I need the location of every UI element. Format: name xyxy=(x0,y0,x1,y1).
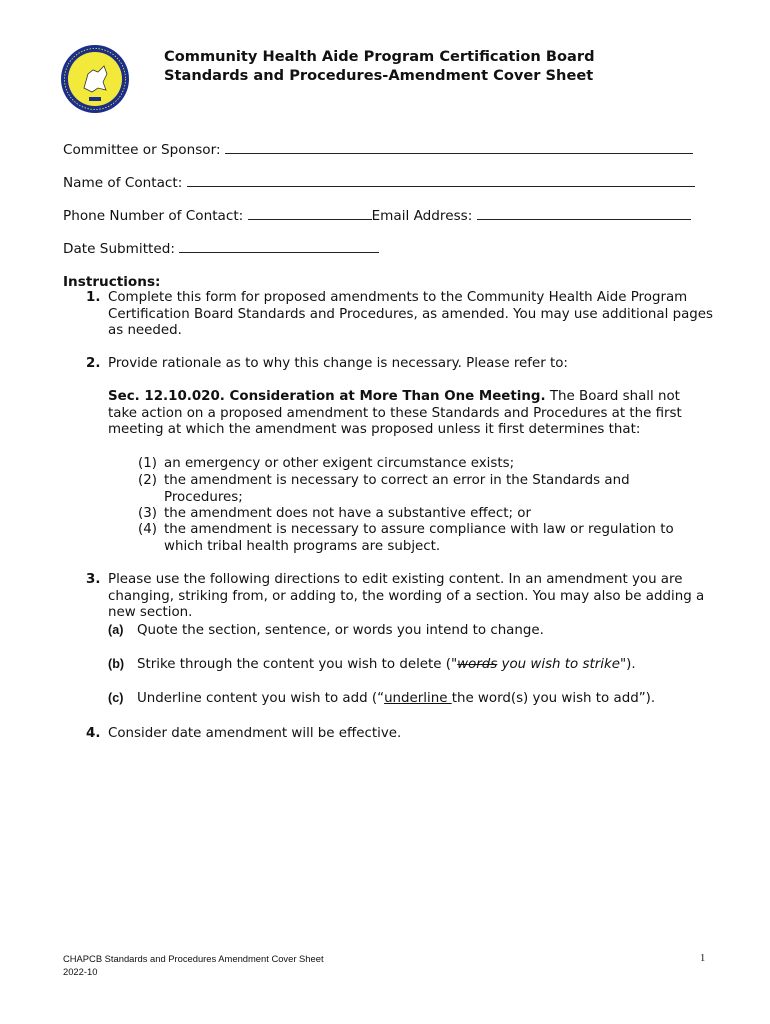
page-number: 1 xyxy=(700,953,706,964)
condition-2-number: (2) xyxy=(138,473,157,488)
footer-version: 2022-10 xyxy=(63,965,98,977)
condition-1 xyxy=(138,456,708,473)
condition-4-number: (4) xyxy=(138,522,157,537)
date-input[interactable] xyxy=(179,240,379,253)
instruction-item-1 xyxy=(86,290,716,340)
item-1-text: Complete this form for proposed amendments to the Community Health Aide Program Certification Board Standards and Procedures, as amended. You may use additional pages as needed. xyxy=(108,290,714,339)
contact-input[interactable] xyxy=(187,174,695,187)
sub-b-prefix: Strike through the content you wish to delete (" xyxy=(137,657,458,672)
email-input[interactable] xyxy=(477,207,691,220)
phone-email-field xyxy=(63,207,691,224)
date-field xyxy=(63,240,379,257)
condition-1-number: (1) xyxy=(138,456,157,471)
sub-a-label: (a) xyxy=(108,623,124,637)
phone-input[interactable] xyxy=(248,207,372,220)
page-title xyxy=(164,47,595,85)
section-quote xyxy=(108,389,708,439)
footer-doc-title: CHAPCB Standards and Procedures Amendment Cover Sheet xyxy=(63,953,324,964)
item-4-text: Consider date amendment will be effective. xyxy=(108,726,402,741)
item-1-number: 1. xyxy=(86,290,101,305)
sub-b-italic: you wish to strike xyxy=(497,657,620,672)
condition-2 xyxy=(138,473,708,506)
sub-b-struck-word: words xyxy=(457,657,498,672)
committee-field xyxy=(63,141,693,158)
section-title: Sec. 12.10.020. Consideration at More Than One Meeting. xyxy=(108,389,546,404)
instruction-item-4 xyxy=(86,726,716,743)
date-label: Date Submitted: xyxy=(63,241,175,257)
sub-item-c xyxy=(108,690,655,708)
condition-2-text: the amendment is necessary to correct an error in the Standards and Procedures; xyxy=(164,473,630,505)
condition-3-number: (3) xyxy=(138,506,157,521)
email-label: Email Address: xyxy=(371,208,473,224)
title-line-1: Community Health Aide Program Certification Board xyxy=(164,48,595,65)
phone-label: Phone Number of Contact: xyxy=(63,208,244,224)
committee-label: Committee or Sponsor: xyxy=(63,142,221,158)
sub-a-text: Quote the section, sentence, or words you intend to change. xyxy=(137,623,544,638)
sub-c-prefix: Underline content you wish to add (“ xyxy=(137,691,385,706)
instruction-item-3 xyxy=(86,572,716,622)
condition-4-text: the amendment is necessary to assure compliance with law or regulation to which tribal health programs are subject. xyxy=(164,522,674,554)
instruction-item-2 xyxy=(86,356,716,373)
section-text: The Board shall not take action on a proposed amendment to these Standards and Procedures at the first meeting at which the amendment was proposed unless it first determines that: xyxy=(108,389,682,438)
title-line-2: Standards and Procedures-Amendment Cover Sheet xyxy=(164,67,594,84)
sub-c-suffix: the word(s) you wish to add”). xyxy=(451,691,656,706)
condition-3-text: the amendment does not have a substantive effect; or xyxy=(164,506,531,521)
sub-b-suffix: "). xyxy=(619,657,636,672)
condition-4 xyxy=(138,522,708,555)
chapcb-seal-icon xyxy=(60,44,130,114)
item-4-number: 4. xyxy=(86,726,101,741)
item-2-text: Provide rationale as to why this change is necessary. Please refer to: xyxy=(108,356,568,371)
item-3-text: Please use the following directions to edit existing content. In an amendment you are changing, striking from, or adding to, the wording of a section. You may also be adding a new section. xyxy=(108,572,705,621)
contact-label: Name of Contact: xyxy=(63,175,183,191)
item-2-number: 2. xyxy=(86,356,101,371)
condition-3 xyxy=(138,506,708,523)
sub-c-underlined: underline xyxy=(384,691,452,706)
item-3-number: 3. xyxy=(86,572,101,587)
committee-input[interactable] xyxy=(225,141,693,154)
condition-1-text: an emergency or other exigent circumstance exists; xyxy=(164,456,515,471)
sub-item-a xyxy=(108,622,544,640)
instructions-heading: Instructions: xyxy=(63,274,161,290)
sub-item-b xyxy=(108,656,636,674)
sub-b-label: (b) xyxy=(108,657,125,671)
sub-c-label: (c) xyxy=(108,691,124,705)
contact-field xyxy=(63,174,695,191)
page-footer xyxy=(63,953,324,978)
